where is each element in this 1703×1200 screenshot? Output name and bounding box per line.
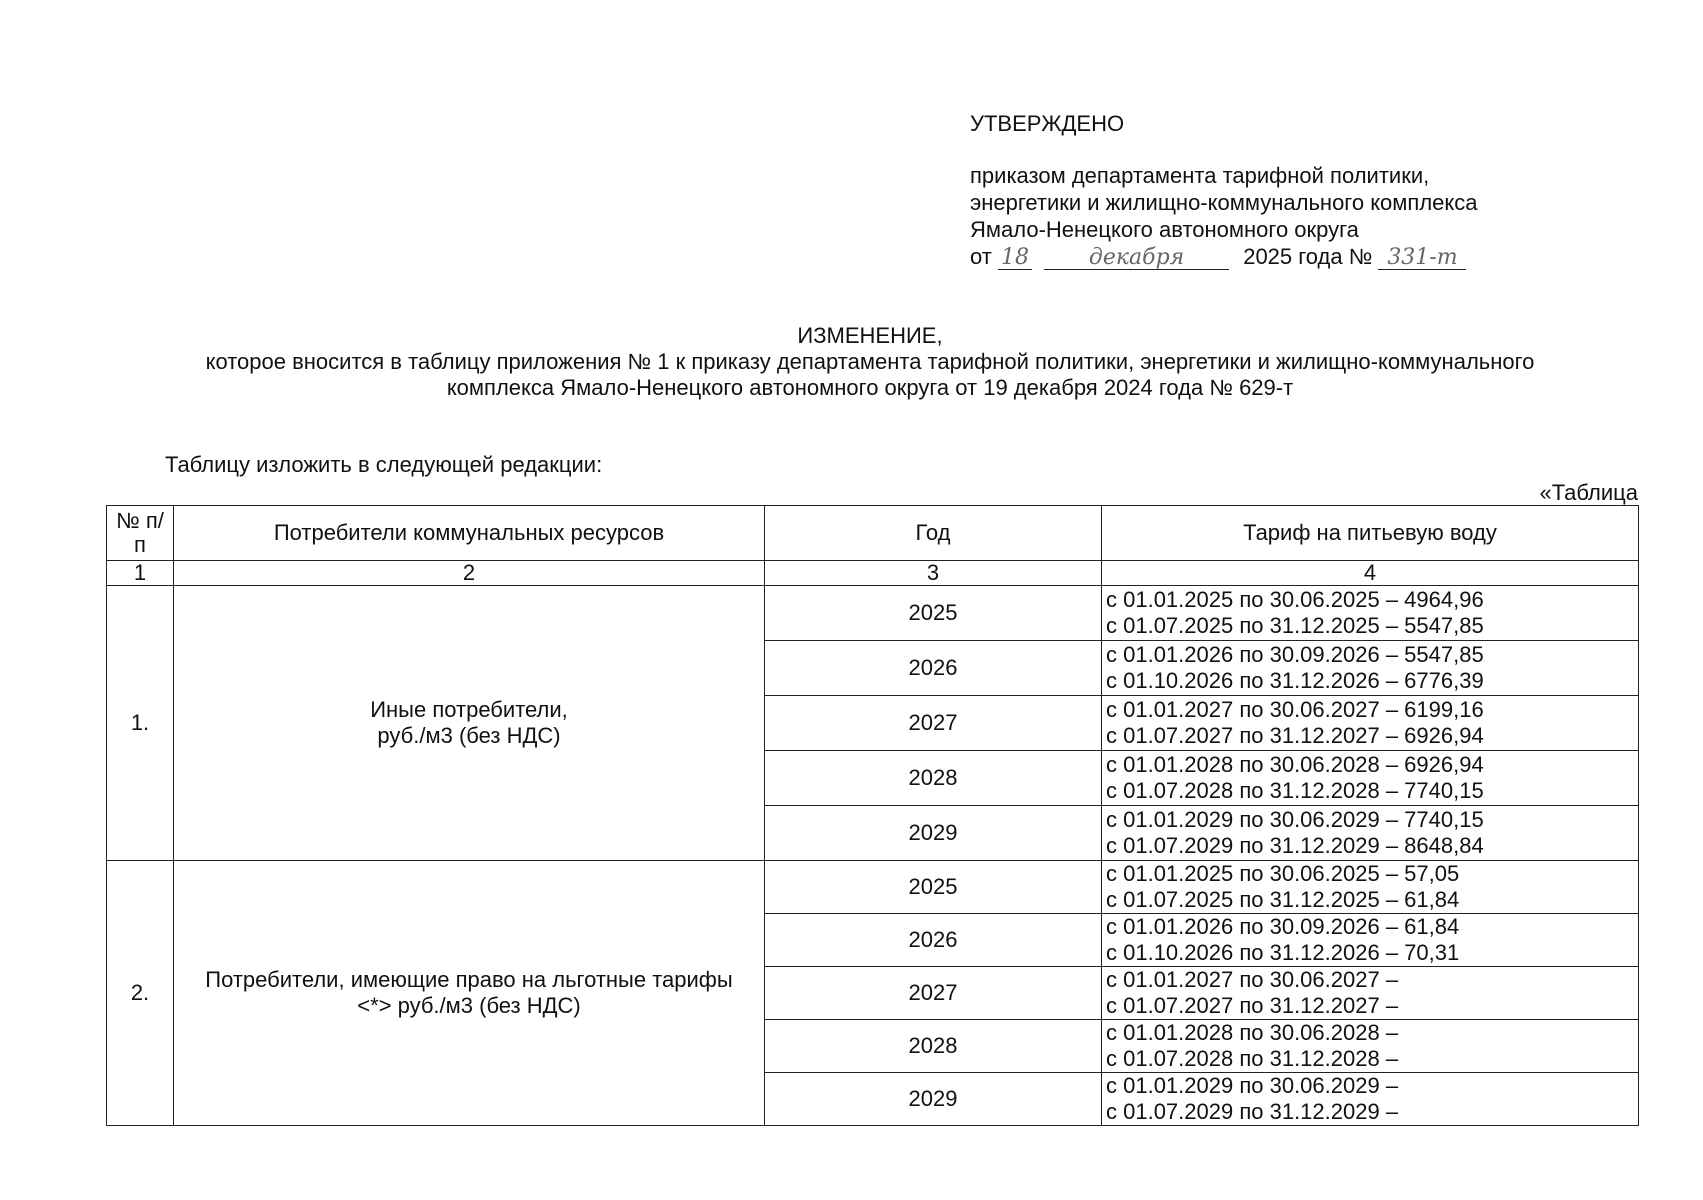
approval-line: энергетики и жилищно-коммунального комплекса — [970, 190, 1478, 215]
heading-subtitle: которое вносится в таблицу приложения № 1 к приказу департамента тарифной политики, энергетики и жилищно-коммунального — [205, 349, 1535, 374]
consumer-cell — [174, 861, 765, 1126]
tariff-period: с 01.01.2029 по 30.06.2029 – 7740,15 — [1106, 807, 1484, 832]
tariff-cell — [1102, 967, 1639, 1020]
approval-date-line — [970, 243, 1610, 270]
year-cell: 2028 — [765, 751, 1102, 806]
tariff-cell — [1102, 751, 1639, 806]
year-cell: 2025 — [765, 861, 1102, 914]
heading-title: ИЗМЕНЕНИЕ, — [797, 323, 943, 348]
header-number: № п/п — [107, 506, 174, 561]
handwritten-month: декабря — [1044, 247, 1229, 270]
tariff-period: с 01.10.2026 по 31.12.2026 – 70,31 — [1106, 940, 1460, 965]
year-cell: 2029 — [765, 1073, 1102, 1126]
year-cell: 2026 — [765, 641, 1102, 696]
column-number-row — [107, 561, 1639, 586]
year-text: 2025 года № — [1243, 244, 1373, 269]
consumer-name: Иные потребители, — [370, 697, 568, 722]
table-row — [107, 586, 1639, 641]
year-cell: 2026 — [765, 914, 1102, 967]
table-header-row — [107, 506, 1639, 561]
approval-line: приказом департамента тарифной политики, — [970, 163, 1430, 188]
year-cell: 2028 — [765, 1020, 1102, 1073]
tariff-period: с 01.07.2025 по 31.12.2025 – 5547,85 — [1106, 613, 1484, 638]
tariff-period: с 01.01.2026 по 30.09.2026 – 61,84 — [1106, 914, 1460, 939]
column-number: 4 — [1102, 561, 1639, 586]
header-tariff: Тариф на питьевую воду — [1102, 506, 1639, 561]
tariff-period: с 01.01.2028 по 30.06.2028 – — [1106, 1020, 1399, 1045]
tariff-cell — [1102, 1020, 1639, 1073]
approval-line: Ямало-Ненецкого автономного округа — [970, 217, 1359, 242]
consumer-cell — [174, 586, 765, 861]
date-prefix: от — [970, 244, 992, 269]
header-year: Год — [765, 506, 1102, 561]
tariff-period: с 01.01.2027 по 30.06.2027 – — [1106, 967, 1399, 992]
column-number: 2 — [174, 561, 765, 586]
year-cell: 2027 — [765, 967, 1102, 1020]
approval-block — [970, 110, 1610, 270]
tariff-period: с 01.07.2027 по 31.12.2027 – — [1106, 993, 1399, 1018]
year-cell: 2025 — [765, 586, 1102, 641]
tariff-period: с 01.01.2025 по 30.06.2025 – 57,05 — [1106, 861, 1460, 886]
row-number: 2. — [107, 861, 174, 1126]
tariff-period: с 01.01.2029 по 30.06.2029 – — [1106, 1073, 1399, 1098]
tariff-period: с 01.07.2029 по 31.12.2029 – — [1106, 1099, 1399, 1124]
tariff-table — [106, 505, 1639, 1126]
handwritten-order-number: 331-т — [1378, 247, 1466, 270]
table-label: «Таблица — [1539, 480, 1638, 505]
tariff-period: с 01.07.2028 по 31.12.2028 – 7740,15 — [1106, 778, 1484, 803]
handwritten-day: 18 — [998, 247, 1032, 270]
tariff-cell — [1102, 806, 1639, 861]
year-cell: 2029 — [765, 806, 1102, 861]
intro-text: Таблицу изложить в следующей редакции: — [165, 452, 603, 477]
consumer-name: Потребители, имеющие право на льготные тарифы — [205, 967, 733, 992]
consumer-unit: <*> руб./м3 (без НДС) — [357, 993, 581, 1018]
year-cell: 2027 — [765, 696, 1102, 751]
tariff-cell — [1102, 696, 1639, 751]
tariff-period: с 01.07.2028 по 31.12.2028 – — [1106, 1046, 1399, 1071]
table-row — [107, 861, 1639, 914]
column-number: 1 — [107, 561, 174, 586]
tariff-cell — [1102, 861, 1639, 914]
row-number: 1. — [107, 586, 174, 861]
heading-subtitle: комплекса Ямало-Ненецкого автономного округа от 19 декабря 2024 года № 629-т — [446, 375, 1294, 400]
header-consumers: Потребители коммунальных ресурсов — [174, 506, 765, 561]
tariff-period: с 01.01.2025 по 30.06.2025 – 4964,96 — [1106, 587, 1484, 612]
tariff-period: с 01.01.2027 по 30.06.2027 – 6199,16 — [1106, 697, 1484, 722]
consumer-unit: руб./м3 (без НДС) — [377, 723, 561, 748]
tariff-cell — [1102, 1073, 1639, 1126]
tariff-cell — [1102, 914, 1639, 967]
tariff-period: с 01.07.2027 по 31.12.2027 – 6926,94 — [1106, 723, 1484, 748]
tariff-period: с 01.07.2025 по 31.12.2025 – 61,84 — [1106, 887, 1460, 912]
tariff-period: с 01.01.2028 по 30.06.2028 – 6926,94 — [1106, 752, 1484, 777]
tariff-cell — [1102, 586, 1639, 641]
approval-title: УТВЕРЖДЕНО — [970, 111, 1125, 136]
tariff-period: с 01.07.2029 по 31.12.2029 – 8648,84 — [1106, 833, 1484, 858]
column-number: 3 — [765, 561, 1102, 586]
document-heading — [100, 323, 1640, 401]
tariff-cell — [1102, 641, 1639, 696]
tariff-period: с 01.10.2026 по 31.12.2026 – 6776,39 — [1106, 668, 1484, 693]
tariff-period: с 01.01.2026 по 30.09.2026 – 5547,85 — [1106, 642, 1484, 667]
